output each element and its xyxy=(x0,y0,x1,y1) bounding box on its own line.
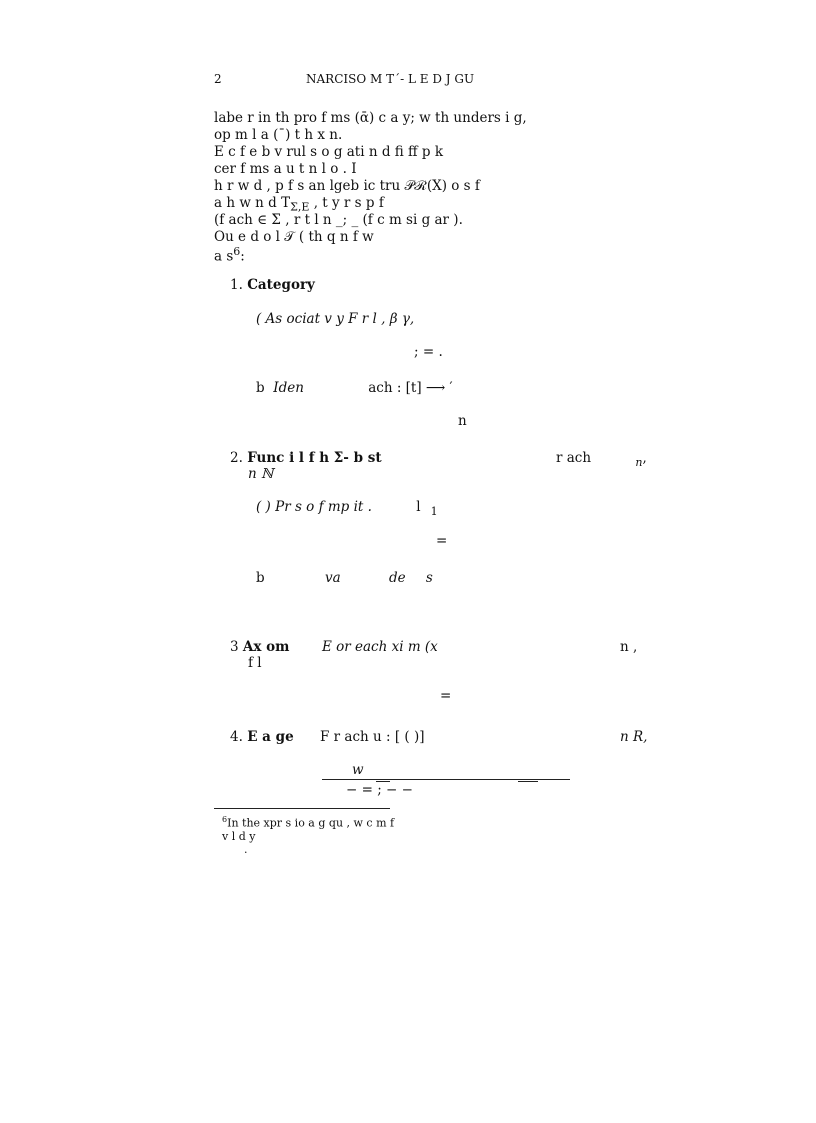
line6-tail: , t y r s p f xyxy=(309,195,384,211)
line9-text: a s xyxy=(214,248,234,265)
inference-rule-line xyxy=(322,779,570,780)
item-2b-va: va xyxy=(324,570,341,586)
item-4-tail: F r ach u : [ ( )] xyxy=(320,729,425,745)
item-2-tail-text: r ach xyxy=(556,450,592,466)
item-2-title: Func i l f h Σ- b st xyxy=(247,450,382,466)
item-2-number: 2. xyxy=(230,450,243,466)
item-4-conclusion: − = ; − − xyxy=(346,782,413,798)
paragraph-line-6 xyxy=(214,197,384,213)
item-1a-text: ( As ociat v y F r l , β γ, xyxy=(256,311,415,327)
item-2-heading xyxy=(230,452,382,466)
item-1-number: 1. xyxy=(230,277,243,293)
item-1b-label: b xyxy=(256,380,265,396)
overline-2 xyxy=(518,781,538,782)
line6-text: a h w n d T xyxy=(214,195,291,211)
item-2-tail-comma: , xyxy=(642,450,647,466)
item-1a xyxy=(256,313,414,327)
paragraph-line-4: cer f ms a u t n l o . I xyxy=(214,161,357,177)
item-1b xyxy=(256,382,453,396)
item-2a-tail: l xyxy=(416,499,421,515)
item-3-tail2: n , xyxy=(620,639,638,655)
item-3-equation: = xyxy=(440,688,452,704)
page-number: 2 xyxy=(214,72,222,86)
footnote-mark: 6 xyxy=(222,815,228,824)
item-2-line2: n ℕ xyxy=(248,466,274,482)
item-3-title: Ax om xyxy=(242,639,290,655)
running-title: NARCISO M T´- L E D J GU xyxy=(306,72,475,86)
item-2a-sub: 1 xyxy=(430,504,438,518)
item-3-tail xyxy=(322,641,438,655)
item-2-equation: = xyxy=(436,533,448,549)
item-2a-text: ( ) Pr s o f mp it . xyxy=(256,499,372,515)
paragraph-line-3: E c f e b v rul s o g ati n d fi ff p k xyxy=(214,144,444,160)
item-3-number: 3 xyxy=(230,639,239,655)
item-4-heading xyxy=(230,731,294,745)
item-3-heading xyxy=(230,641,289,655)
paragraph-line-1: labe r in th pro f ms (ᾱ) c a y; w th unders i g, xyxy=(214,110,527,126)
sigma-e-subscript: Σ,E xyxy=(290,200,310,214)
item-1-n: n xyxy=(458,413,467,429)
item-2b xyxy=(256,572,433,586)
paragraph-line-2: op m l a (¯) t h x n. xyxy=(214,127,343,143)
item-1-title: Category xyxy=(247,277,315,293)
footnote-line-1-text: In the xpr s io a g qu , w c m f xyxy=(227,816,395,830)
item-2a xyxy=(256,501,438,517)
paragraph-line-5: h r w d , p f s an lgeb ic tru 𝒫ℛ(X) o s f xyxy=(214,178,480,194)
item-4-number: 4. xyxy=(230,729,243,745)
paragraph-line-8: Ou e d o l 𝒯 ( th q n f w xyxy=(214,229,374,245)
paragraph-line-9 xyxy=(214,246,245,264)
item-2-tail-sub: n xyxy=(635,455,643,469)
overline-1 xyxy=(376,781,390,782)
item-1-equation: ; = . xyxy=(414,344,443,360)
paragraph-line-7: (f ach ∈ Σ , r t l n _; _ (f c m si g ar ). xyxy=(214,212,463,228)
item-1b-title: Iden xyxy=(273,380,304,396)
item-1b-tail: ach : [t] ⟶ ′ xyxy=(368,380,453,396)
footnote-rule xyxy=(214,808,390,809)
item-3-tail-text: E or each xi m (x xyxy=(322,639,438,655)
item-2-tail xyxy=(556,452,647,468)
footnote-line-3: . xyxy=(244,843,248,856)
item-4-tail2: n R, xyxy=(620,729,648,745)
line9-colon: : xyxy=(240,248,245,265)
footnote-line-1 xyxy=(222,815,394,830)
item-1-heading xyxy=(230,279,315,293)
item-4-w: w xyxy=(352,762,364,778)
footnote-line-2: v l d y xyxy=(222,830,256,843)
footnote-ref-6: 6 xyxy=(233,245,241,258)
item-3-line2: f l xyxy=(248,655,262,671)
item-2b-de: de xyxy=(388,570,406,586)
item-2b-label: b xyxy=(256,570,265,586)
item-4-title: E a ge xyxy=(247,729,294,745)
item-2b-s: s xyxy=(425,570,433,586)
